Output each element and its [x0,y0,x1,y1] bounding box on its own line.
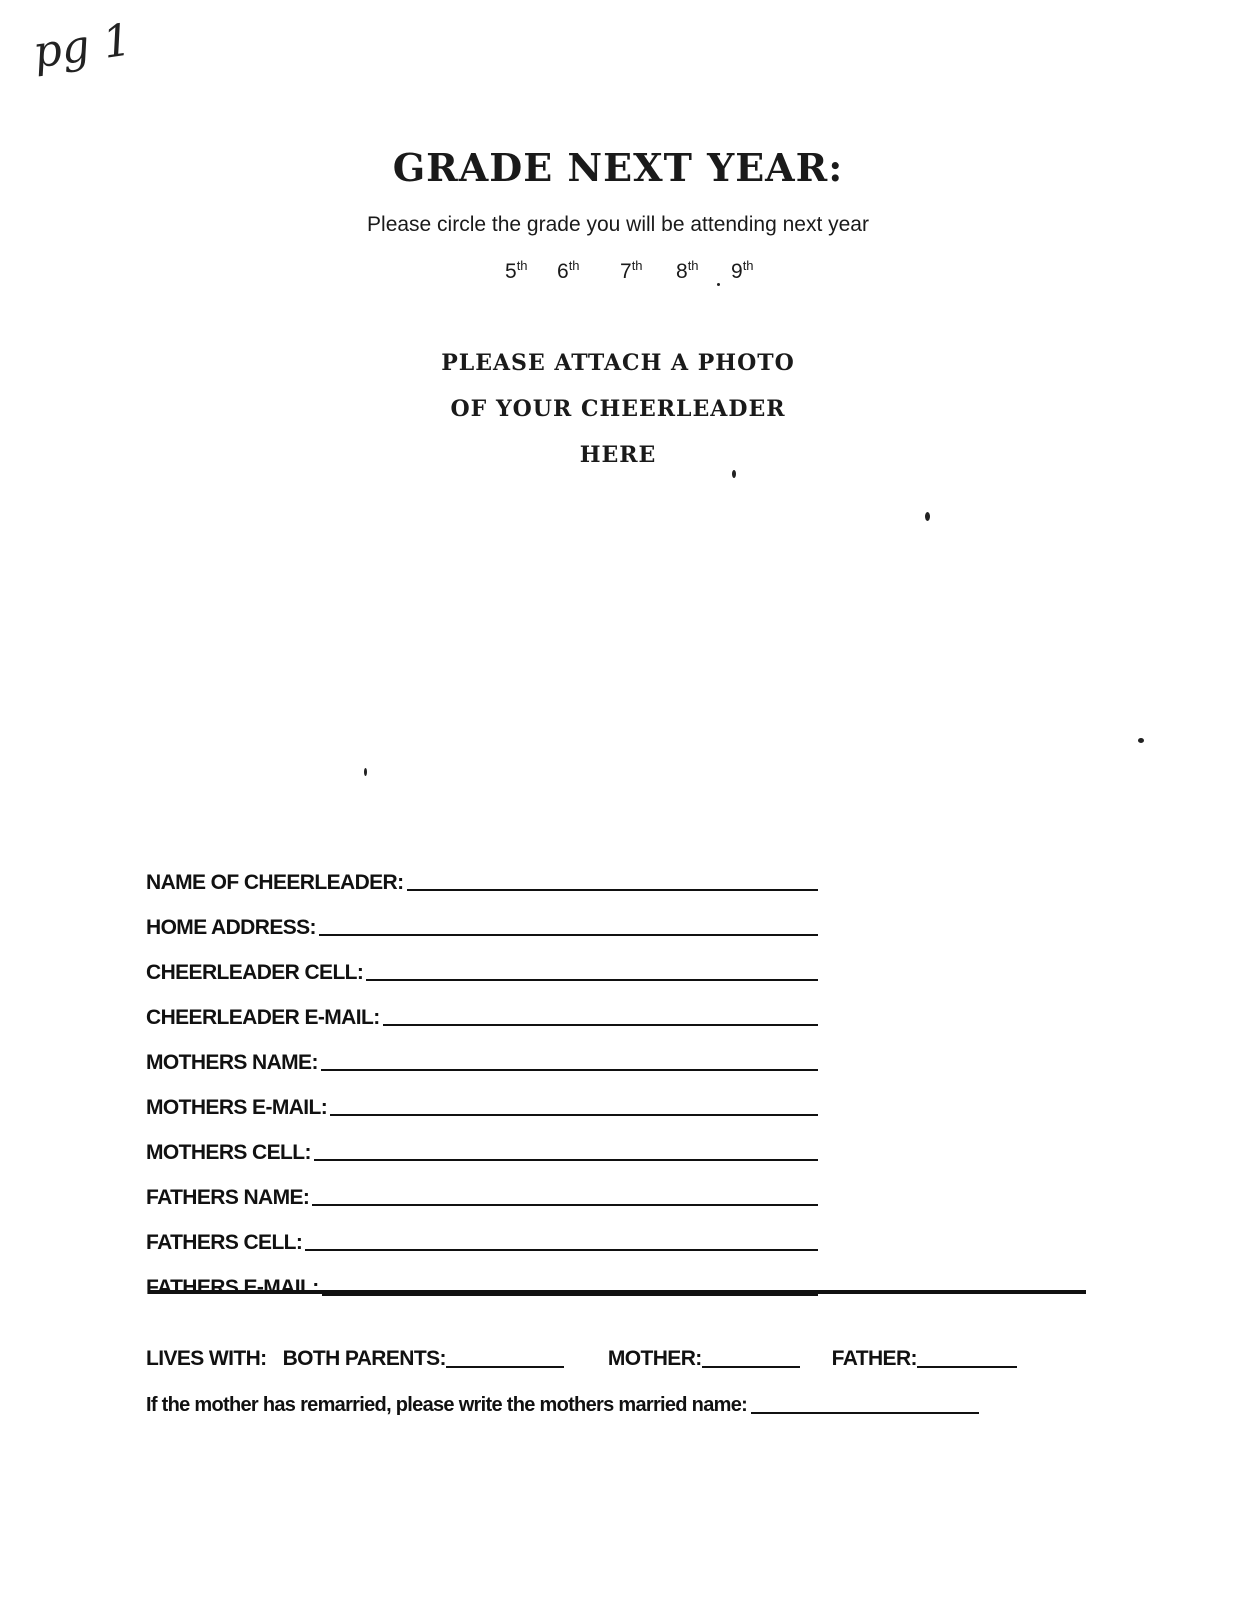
mother-label: MOTHER: [607,1347,702,1370]
field-blank-line[interactable] [305,1227,818,1251]
field-cheerleader-cell[interactable] [146,942,818,987]
field-fathers-cell[interactable] [146,1212,818,1257]
field-fathers-email[interactable] [146,1257,818,1302]
field-label: NAME OF CHEERLEADER: [146,871,404,894]
lives-with-label: LIVES WITH: [146,1347,267,1370]
page-title: GRADE NEXT YEAR: [392,145,844,190]
scan-speck [925,512,930,521]
field-label: CHEERLEADER CELL: [146,961,364,984]
scan-speck [364,768,367,776]
field-mothers-cell[interactable] [146,1122,818,1167]
field-blank-line[interactable] [330,1092,818,1116]
photo-instruction-line-1: PLEASE ATTACH A PHOTO [441,350,795,376]
field-blank-line[interactable] [312,1182,818,1206]
grade-option-7th[interactable]: 7th [620,258,643,283]
field-label: FATHERS CELL: [146,1231,303,1254]
remarried-label: If the mother has remarried, please write the mothers married name: [146,1394,748,1416]
field-mothers-email[interactable] [146,1077,818,1122]
field-label: MOTHERS CELL: [146,1141,311,1164]
grade-option-6th[interactable]: 6th [557,258,580,283]
field-home-address[interactable] [146,897,818,942]
photo-instruction-line-3: HERE [579,442,657,468]
scan-speck [717,283,720,286]
scan-speck [1138,738,1144,743]
field-label: FATHERS E-MAIL: [146,1276,319,1299]
photo-area[interactable] [300,480,940,820]
section-divider [150,1290,1086,1294]
field-label: MOTHERS NAME: [146,1051,318,1074]
father-label: FATHER: [831,1347,917,1370]
both-parents-blank[interactable] [446,1346,564,1368]
field-label: FATHERS NAME: [146,1186,310,1209]
field-label: CHEERLEADER E-MAIL: [146,1006,380,1029]
field-fathers-name[interactable] [146,1167,818,1212]
grade-option-9th[interactable]: 9th [731,258,754,283]
remarried-name-blank[interactable] [751,1392,979,1414]
field-blank-line[interactable] [319,912,818,936]
scan-speck [732,470,736,478]
both-parents-label: BOTH PARENTS: [282,1347,446,1370]
field-blank-line[interactable] [321,1047,818,1071]
field-cheerleader-name[interactable] [146,852,818,897]
field-label: HOME ADDRESS: [146,916,316,939]
handwritten-page-number: pg 1 [30,14,135,79]
mother-blank[interactable] [702,1346,800,1368]
grade-option-5th[interactable]: 5th [505,258,528,283]
field-label: MOTHERS E-MAIL: [146,1096,328,1119]
remarried-row [146,1392,979,1417]
contact-fields [146,852,846,1302]
field-mothers-name[interactable] [146,1032,818,1077]
photo-instruction-line-2: OF YOUR CHEERLEADER [450,396,786,422]
grade-option-8th[interactable]: 8th [676,258,699,283]
field-blank-line[interactable] [383,1002,818,1026]
lives-with-row [146,1346,1017,1371]
grade-instruction: Please circle the grade you will be attending next year [367,213,869,236]
field-blank-line[interactable] [366,957,818,981]
field-blank-line[interactable] [314,1137,818,1161]
field-cheerleader-email[interactable] [146,987,818,1032]
father-blank[interactable] [917,1346,1017,1368]
field-blank-line[interactable] [407,867,818,891]
